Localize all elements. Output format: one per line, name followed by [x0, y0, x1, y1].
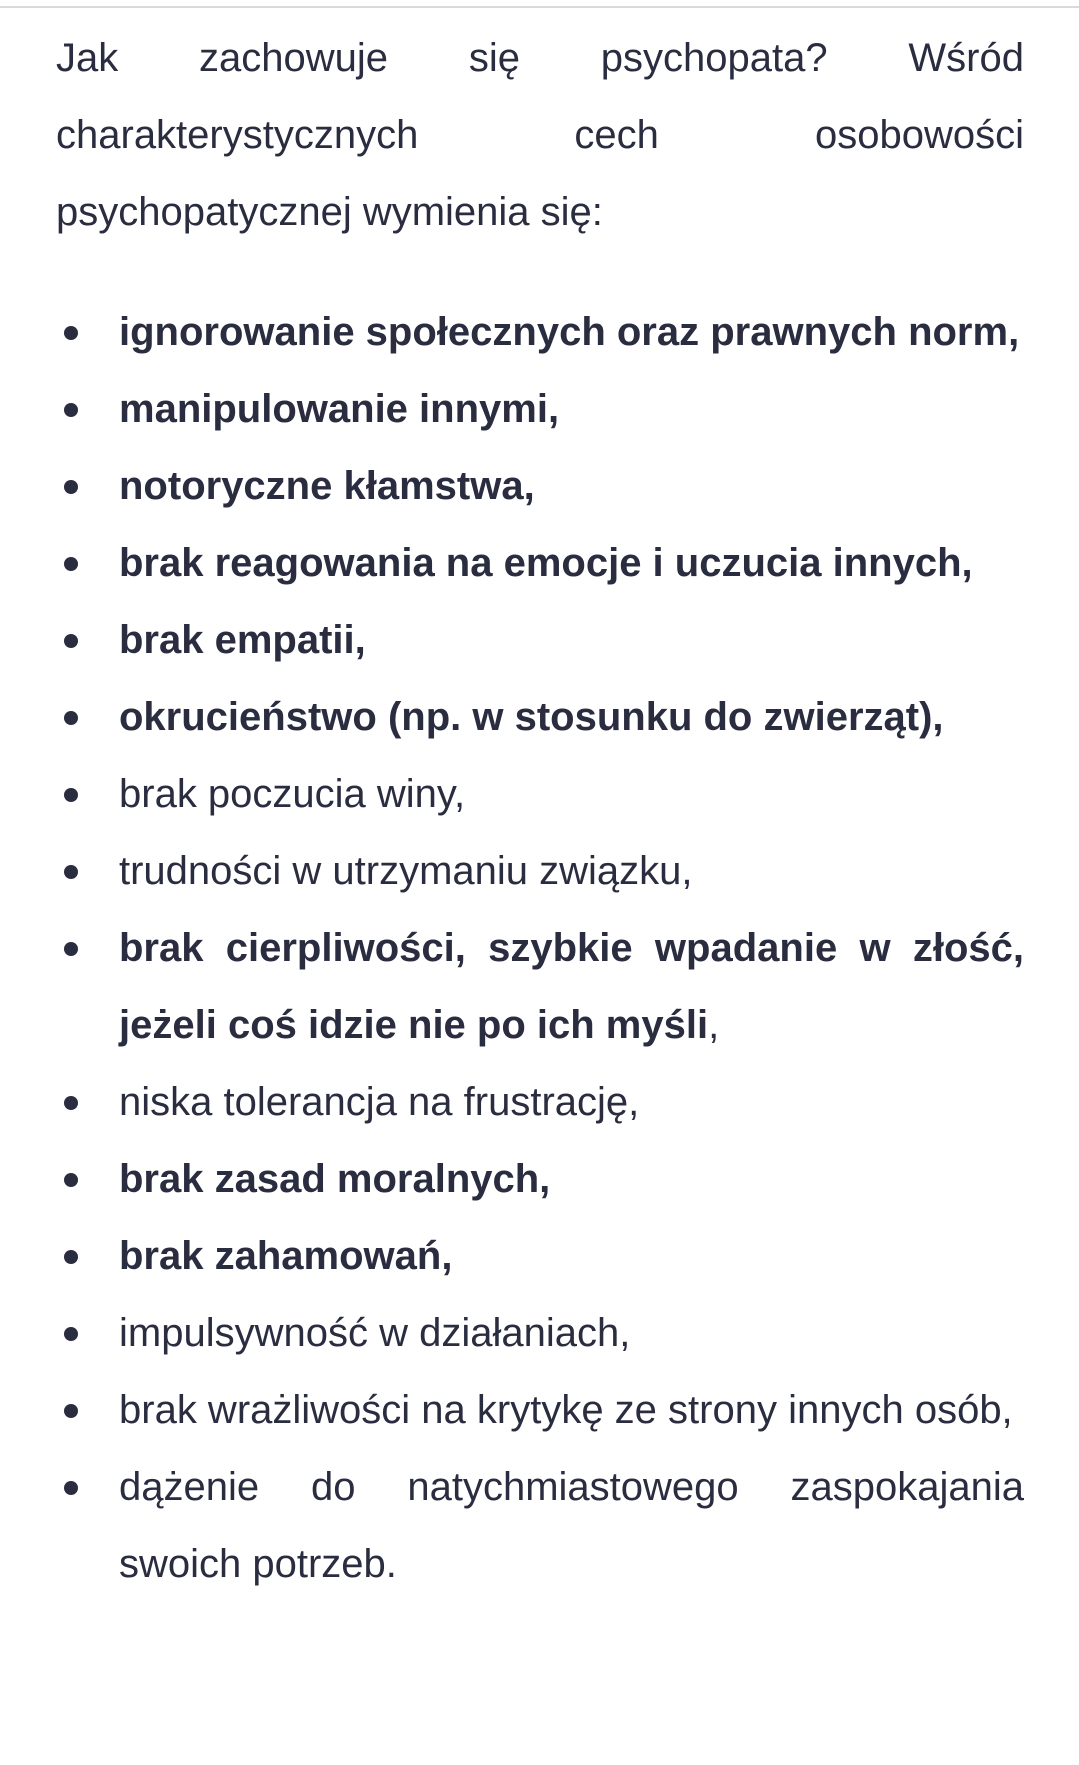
article-body [56, 20, 1024, 1603]
list-item [56, 910, 1024, 1064]
list-item [56, 1141, 1024, 1218]
list-item [56, 371, 1024, 448]
bullet-icon [64, 942, 78, 956]
bullet-icon [64, 1327, 78, 1341]
bullet-icon [64, 634, 78, 648]
traits-list [56, 294, 1024, 1603]
trait-text: brak zahamowań, [119, 1234, 453, 1278]
bullet-icon [64, 1096, 78, 1110]
trait-text: trudności w utrzymaniu związku, [119, 849, 693, 893]
bullet-icon [64, 403, 78, 417]
bullet-icon [64, 557, 78, 571]
trait-text: dążenie do natychmiastowego zaspokajania swoich potrzeb. [119, 1465, 1024, 1586]
top-divider [0, 6, 1079, 8]
list-item [56, 1295, 1024, 1372]
trait-text: brak empatii, [119, 618, 366, 662]
trait-text: impulsywność w działaniach, [119, 1311, 631, 1355]
trait-text: brak poczucia winy, [119, 772, 466, 816]
trait-text: notoryczne kłamstwa, [119, 464, 535, 508]
list-item [56, 602, 1024, 679]
list-item [56, 756, 1024, 833]
list-item [56, 679, 1024, 756]
bullet-icon [64, 326, 78, 340]
list-item [56, 1218, 1024, 1295]
list-item [56, 1064, 1024, 1141]
trait-text: brak reagowania na emocje i uczucia innych, [119, 541, 973, 585]
trait-text: niska tolerancja na frustrację, [119, 1080, 640, 1124]
trait-text: manipulowanie innymi, [119, 387, 560, 431]
list-item [56, 1449, 1024, 1603]
bullet-icon [64, 1481, 78, 1495]
trait-text: brak cierpliwości, szybkie wpadanie w złość, jeżeli coś idzie nie po ich myśli [119, 926, 1024, 1047]
bullet-icon [64, 1250, 78, 1264]
bullet-icon [64, 788, 78, 802]
list-item [56, 833, 1024, 910]
list-item [56, 525, 1024, 602]
bullet-icon [64, 711, 78, 725]
intro-paragraph: Jak zachowuje się psychopata? Wśród charakterystycznych cech osobowości psychopatycznej wymienia się: [56, 36, 1024, 234]
trait-text: okrucieństwo (np. w stosunku do zwierząt), [119, 695, 944, 739]
list-item [56, 448, 1024, 525]
bullet-icon [64, 865, 78, 879]
trait-suffix: , [708, 1003, 720, 1047]
bullet-icon [64, 480, 78, 494]
list-item [56, 1372, 1024, 1449]
trait-text: ignorowanie społecznych oraz prawnych norm, [119, 310, 1020, 354]
bullet-icon [64, 1404, 78, 1418]
trait-text: brak zasad moralnych, [119, 1157, 551, 1201]
list-item [56, 294, 1024, 371]
trait-text: brak wrażliwości na krytykę ze strony innych osób, [119, 1388, 1013, 1432]
bullet-icon [64, 1173, 78, 1187]
